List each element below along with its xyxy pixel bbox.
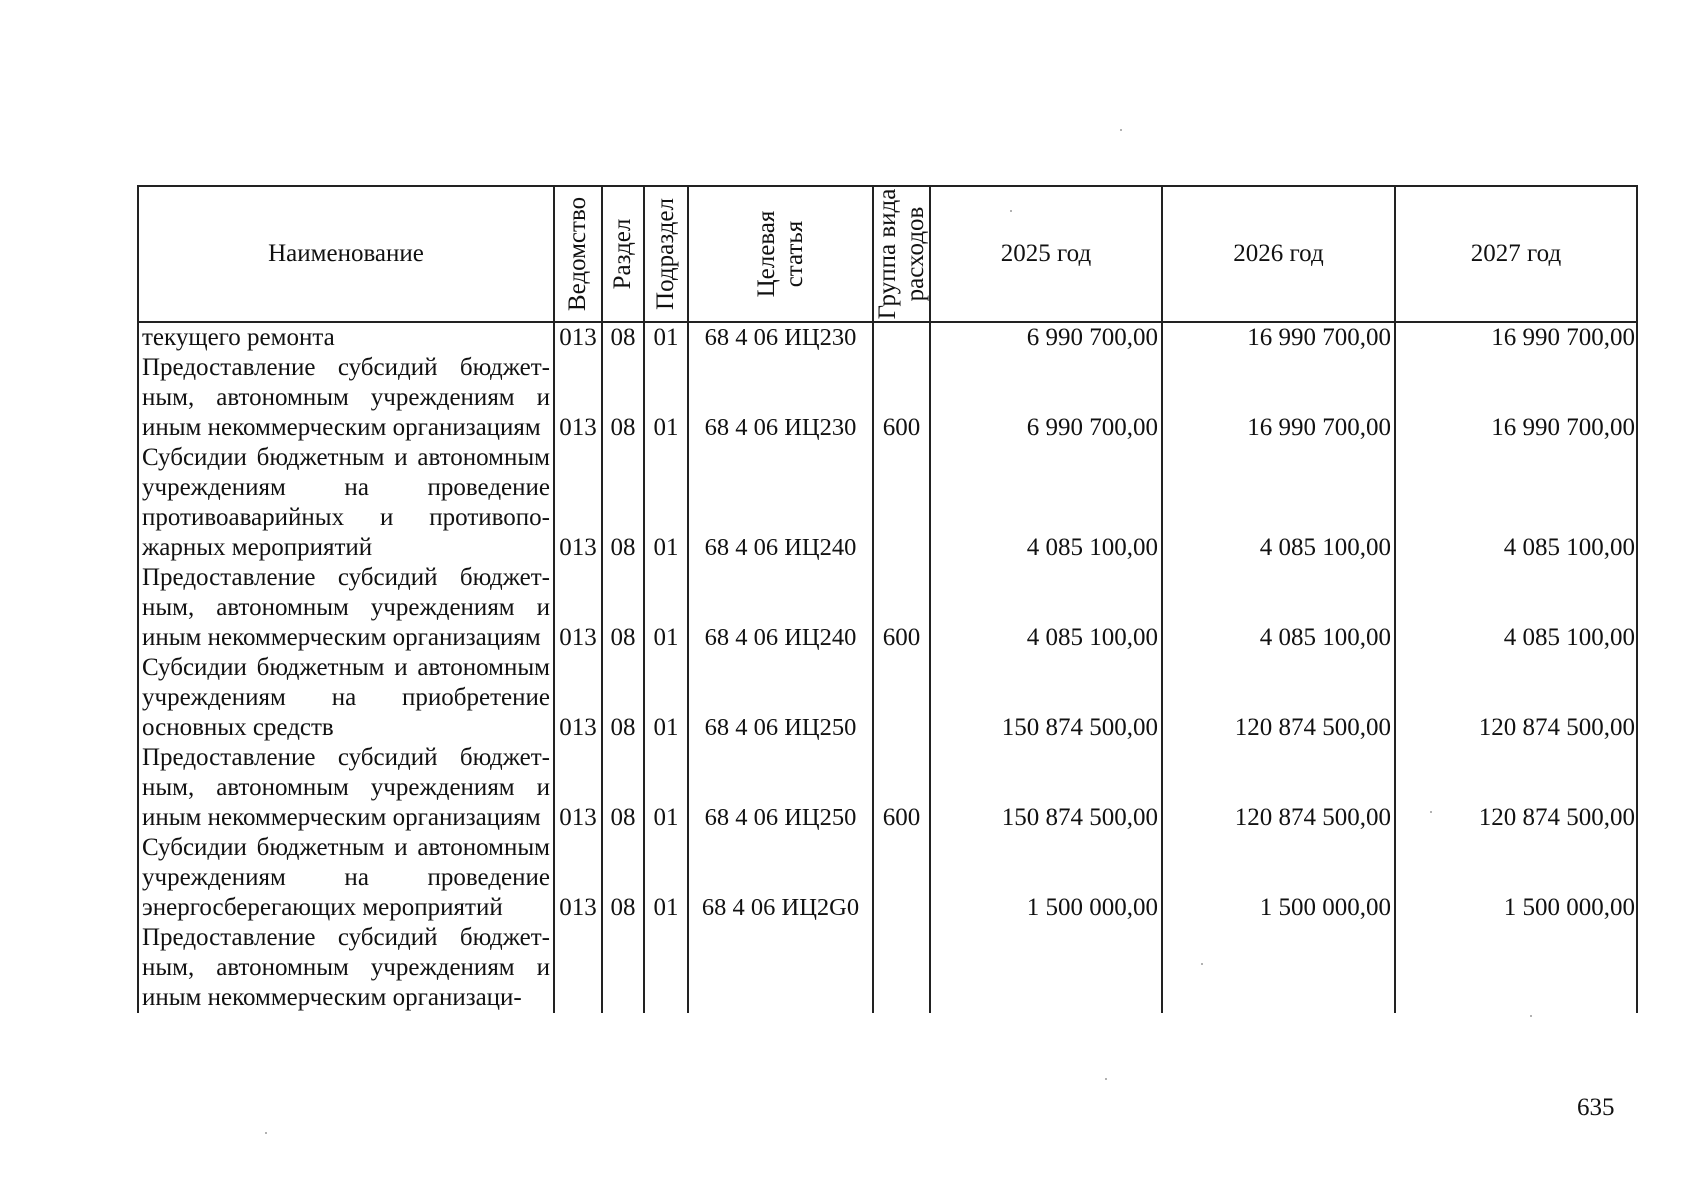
row-amount-2025: 4 085 100,00 [930,443,1162,563]
table-row [138,563,1637,653]
row-amount-2026: 1 500 000,00 [1162,833,1395,923]
row-expense-group [873,923,930,1013]
table-row [138,353,1637,443]
row-department: 013 [554,443,602,563]
row-amount-2026 [1162,923,1395,1013]
table-row [138,322,1637,353]
row-amount-2025: 6 990 700,00 [930,353,1162,443]
row-amount-2025: 150 874 500,00 [930,743,1162,833]
row-department: 013 [554,653,602,743]
row-subsection: 01 [644,833,688,923]
table-row [138,743,1637,833]
header-expense-group: Группа вида расходов [873,186,930,322]
row-department: 013 [554,353,602,443]
row-section: 08 [602,443,644,563]
table-header-row [138,186,1637,322]
header-year-2027: 2027 год [1395,186,1637,322]
row-amount-2025: 1 500 000,00 [930,833,1162,923]
table-row [138,443,1637,563]
header-year-2026: 2026 год [1162,186,1395,322]
row-name: Предоставление субсидий бюджетным, автономным учреждениям и иным некоммерческим организациям [138,743,554,833]
row-section: 08 [602,833,644,923]
row-amount-2026: 120 874 500,00 [1162,743,1395,833]
scan-speck [1201,963,1203,965]
row-amount-2025: 150 874 500,00 [930,653,1162,743]
row-amount-2026: 16 990 700,00 [1162,353,1395,443]
row-amount-2025: 6 990 700,00 [930,322,1162,353]
row-subsection [644,923,688,1013]
row-amount-2027: 120 874 500,00 [1395,743,1637,833]
row-name: Предоставление субсидий бюджетным, автономным учреждениям и иным некоммерческим организациям [138,563,554,653]
row-section: 08 [602,353,644,443]
row-name: текущего ремонта [138,322,554,353]
row-amount-2026: 120 874 500,00 [1162,653,1395,743]
row-target-article: 68 4 06 ИЦ240 [688,443,873,563]
row-section: 08 [602,322,644,353]
row-expense-group [873,322,930,353]
table-row [138,653,1637,743]
row-name: Предоставление субсидий бюджетным, автономным учреждениям и иным некоммерческим организаци- [138,923,554,1013]
row-amount-2025: 4 085 100,00 [930,563,1162,653]
row-amount-2027: 4 085 100,00 [1395,443,1637,563]
row-amount-2027: 16 990 700,00 [1395,322,1637,353]
row-subsection: 01 [644,322,688,353]
row-department: 013 [554,833,602,923]
row-target-article: 68 4 06 ИЦ2G0 [688,833,873,923]
row-amount-2025 [930,923,1162,1013]
row-amount-2027: 120 874 500,00 [1395,653,1637,743]
header-subsection: Подраздел [644,186,688,322]
row-target-article: 68 4 06 ИЦ230 [688,353,873,443]
header-target-article: Целевая статья [688,186,873,322]
row-target-article: 68 4 06 ИЦ250 [688,653,873,743]
row-expense-group [873,833,930,923]
row-target-article: 68 4 06 ИЦ240 [688,563,873,653]
row-section [602,923,644,1013]
header-department: Ведомство [554,186,602,322]
row-amount-2027: 16 990 700,00 [1395,353,1637,443]
row-section: 08 [602,743,644,833]
table-row [138,923,1637,1013]
row-subsection: 01 [644,563,688,653]
row-target-article [688,923,873,1013]
row-amount-2027: 4 085 100,00 [1395,563,1637,653]
row-expense-group [873,443,930,563]
row-section: 08 [602,653,644,743]
page-number: 635 [1577,1094,1615,1121]
row-section: 08 [602,563,644,653]
row-amount-2027 [1395,923,1637,1013]
budget-table [137,185,1638,1013]
row-subsection: 01 [644,443,688,563]
row-name: Субсидии бюджетным и автономным учреждениям на проведение энергосберегающих мероприятий [138,833,554,923]
scan-speck [1430,811,1432,813]
row-department: 013 [554,322,602,353]
scan-speck [1120,129,1122,131]
row-expense-group: 600 [873,353,930,443]
row-department: 013 [554,563,602,653]
row-expense-group [873,653,930,743]
row-amount-2026: 4 085 100,00 [1162,443,1395,563]
header-section: Раздел [602,186,644,322]
header-name: Наименование [138,186,554,322]
scan-speck [1010,210,1012,212]
row-name: Субсидии бюджетным и автономным учреждениям на приобретение основных средств [138,653,554,743]
row-amount-2026: 16 990 700,00 [1162,322,1395,353]
row-expense-group: 600 [873,743,930,833]
row-department [554,923,602,1013]
row-department: 013 [554,743,602,833]
row-target-article: 68 4 06 ИЦ250 [688,743,873,833]
row-subsection: 01 [644,743,688,833]
row-subsection: 01 [644,353,688,443]
row-amount-2027: 1 500 000,00 [1395,833,1637,923]
row-expense-group: 600 [873,563,930,653]
header-year-2025: 2025 год [930,186,1162,322]
row-amount-2026: 4 085 100,00 [1162,563,1395,653]
row-name: Субсидии бюджетным и автономным учреждениям на проведение противоаварийных и противопожарных мероприятий [138,443,554,563]
row-target-article: 68 4 06 ИЦ230 [688,322,873,353]
table-row [138,833,1637,923]
scan-speck [1105,1078,1107,1080]
row-subsection: 01 [644,653,688,743]
scan-speck [1530,1015,1532,1017]
row-name: Предоставление субсидий бюджетным, автономным учреждениям и иным некоммерческим организациям [138,353,554,443]
scan-speck [265,1132,267,1134]
